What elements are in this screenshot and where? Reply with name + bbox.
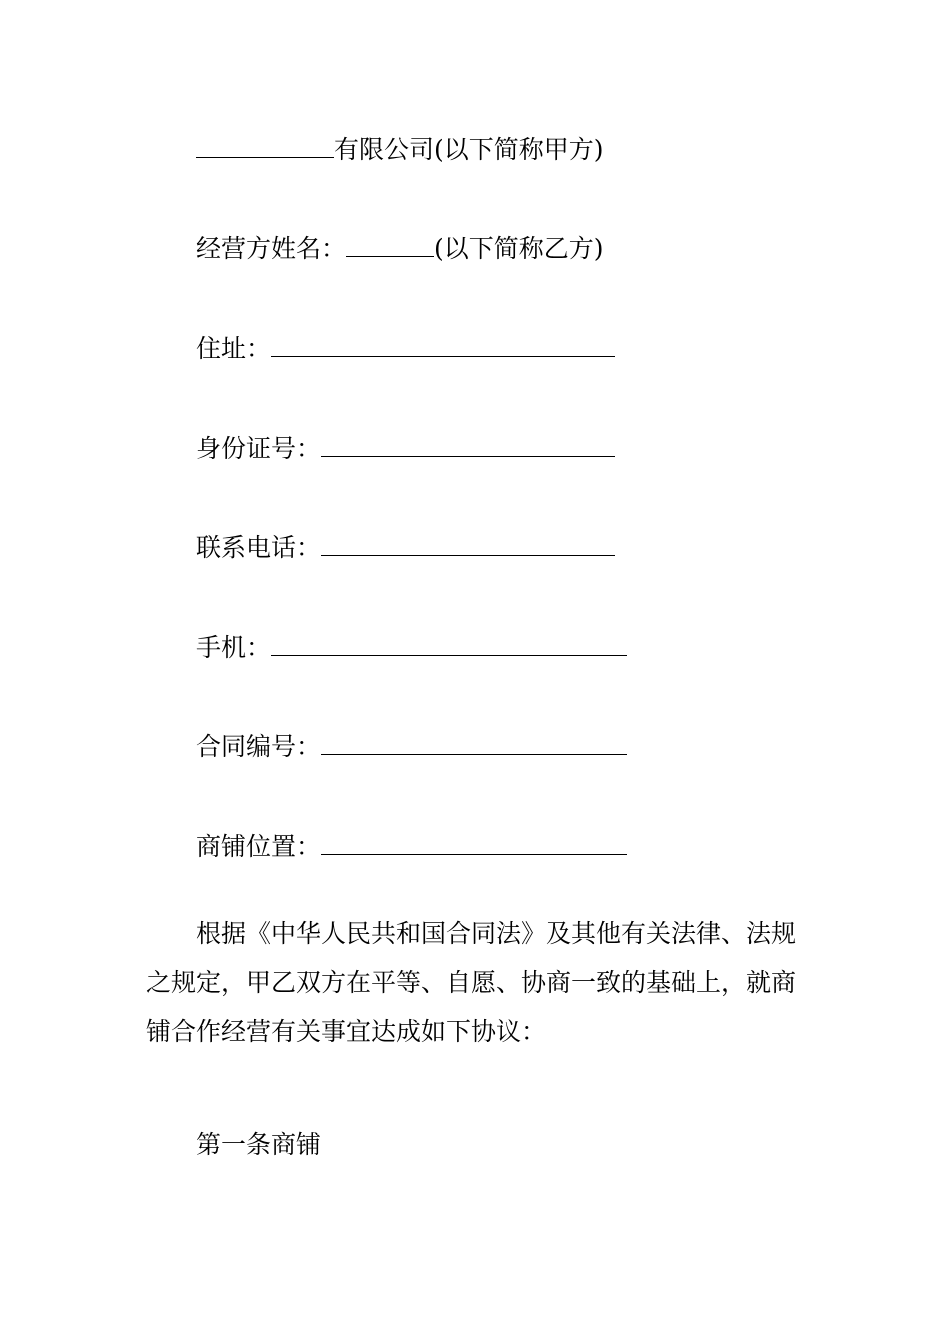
intro-paragraph: 根据《中华人民共和国合同法》及其他有关法律、法规之规定，甲乙双方在平等、自愿、协商一致的基础上，就商铺合作经营有关事宜达成如下协议： — [146, 919, 797, 1046]
address-label: 住址： — [196, 334, 272, 363]
company-name-blank — [196, 135, 334, 158]
shop-location-blank — [321, 832, 627, 855]
address-line — [196, 334, 615, 364]
article-1-title: 第一条商铺 — [196, 1130, 322, 1159]
phone-line — [196, 533, 615, 563]
party-b-suffix: (以下简称乙方) — [434, 234, 604, 263]
phone-blank — [321, 533, 615, 556]
id-number-blank — [321, 434, 615, 457]
phone-label: 联系电话： — [196, 533, 322, 562]
id-number-label: 身份证号： — [196, 434, 322, 463]
party-a-line — [196, 135, 604, 165]
party-a-suffix: 有限公司(以下简称甲方) — [334, 135, 604, 164]
mobile-line — [196, 633, 627, 663]
shop-location-label: 商铺位置： — [196, 832, 322, 861]
contract-number-label: 合同编号： — [196, 732, 322, 761]
address-blank — [271, 334, 615, 357]
contract-number-line — [196, 732, 627, 762]
shop-location-line — [196, 832, 627, 862]
mobile-label: 手机： — [196, 633, 272, 662]
party-b-line — [196, 234, 604, 264]
operator-name-blank — [346, 234, 434, 257]
id-number-line — [196, 434, 615, 464]
mobile-blank — [271, 633, 627, 656]
operator-name-label: 经营方姓名： — [196, 234, 347, 263]
contract-number-blank — [321, 732, 627, 755]
